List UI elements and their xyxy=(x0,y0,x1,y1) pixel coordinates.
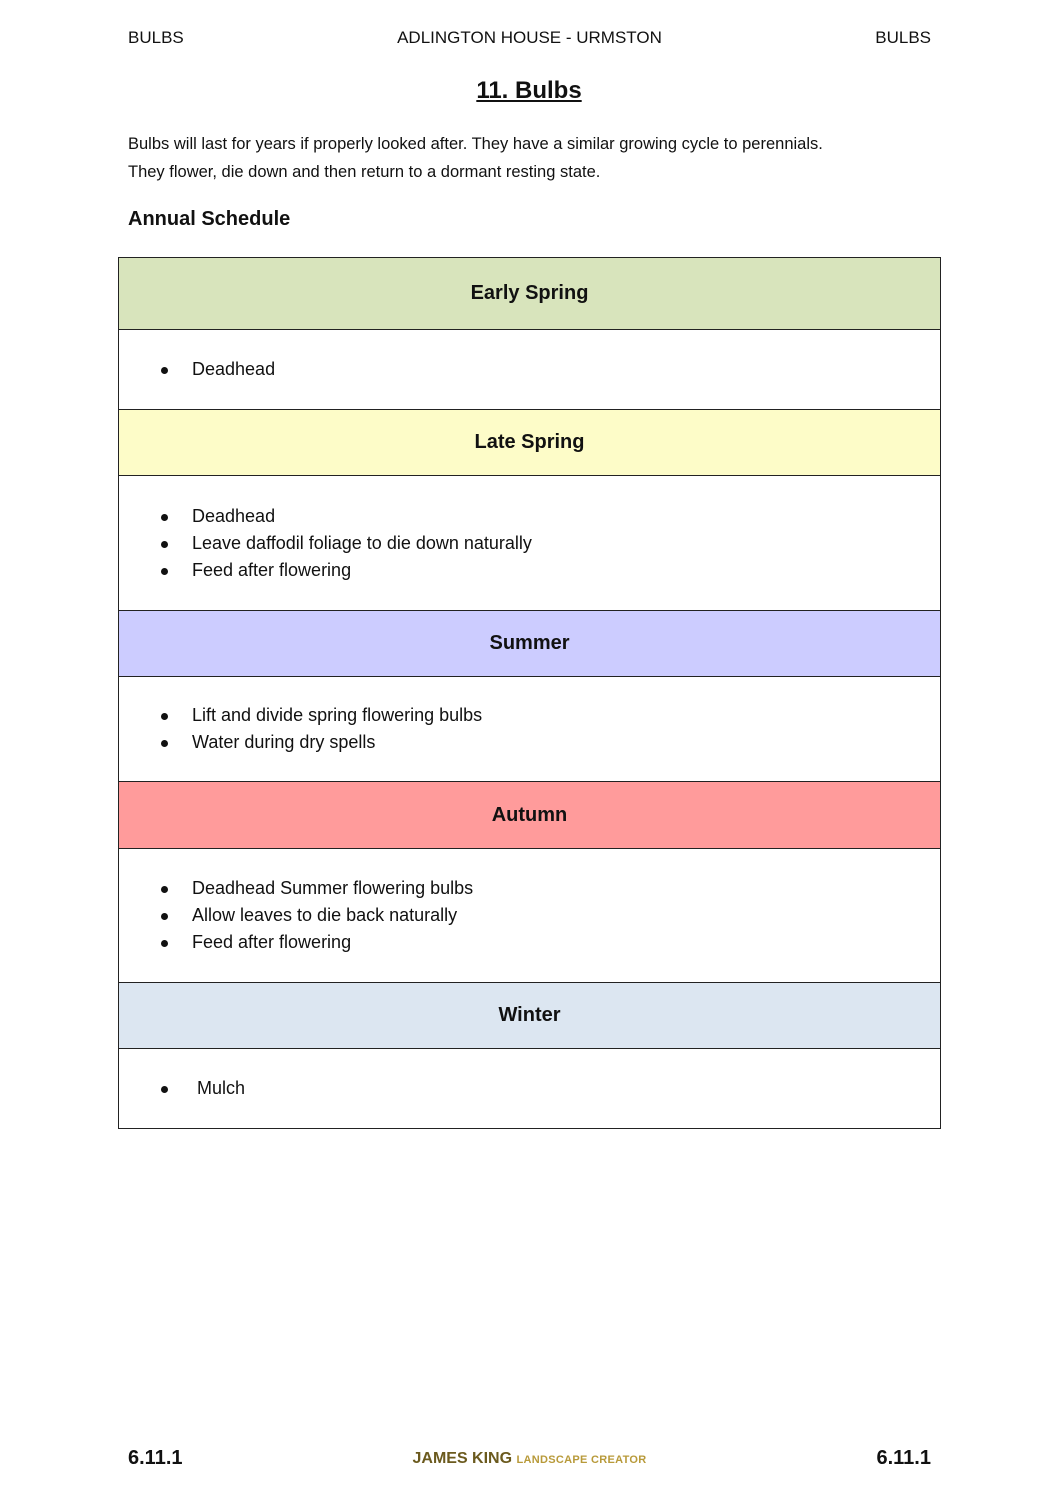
list-item: Feed after flowering xyxy=(192,929,473,956)
list-item: Water during dry spells xyxy=(192,729,482,756)
season-list xyxy=(119,1075,245,1102)
list-item: Deadhead Summer flowering bulbs xyxy=(192,875,473,902)
season-body-summer xyxy=(119,677,940,782)
schedule-table xyxy=(118,257,941,1129)
season-header-autumn: Autumn xyxy=(119,782,940,849)
intro-line-1: Bulbs will last for years if properly looked after. They have a similar growing cycle to perennials. xyxy=(128,135,823,153)
list-item: Mulch xyxy=(192,1075,245,1102)
footer-brand xyxy=(128,1447,931,1472)
page-header xyxy=(128,26,931,50)
season-body-late-spring xyxy=(119,476,940,611)
list-item: Lift and divide spring flowering bulbs xyxy=(192,702,482,729)
list-item: Deadhead xyxy=(192,356,275,383)
page-title: 11. Bulbs xyxy=(476,77,582,104)
list-item: Deadhead xyxy=(192,503,532,530)
list-item: Leave daffodil foliage to die down naturally xyxy=(192,530,532,557)
intro-paragraph xyxy=(128,130,928,186)
season-header-summer: Summer xyxy=(119,611,940,677)
section-heading: Annual Schedule xyxy=(128,208,291,230)
list-item: Feed after flowering xyxy=(192,557,532,584)
season-header-late-spring: Late Spring xyxy=(119,410,940,476)
season-header-winter: Winter xyxy=(119,983,940,1049)
season-list xyxy=(119,356,275,383)
intro-line-2: They flower, die down and then return to a dormant resting state. xyxy=(128,163,601,181)
season-list xyxy=(119,702,482,756)
header-right: BULBS xyxy=(875,28,931,47)
footer-page-number-right: 6.11.1 xyxy=(876,1447,931,1469)
header-center: ADLINGTON HOUSE - URMSTON xyxy=(397,28,662,47)
page-footer xyxy=(128,1444,931,1472)
season-body-early-spring xyxy=(119,330,940,410)
season-body-winter xyxy=(119,1049,940,1128)
season-list xyxy=(119,503,532,584)
season-header-early-spring: Early Spring xyxy=(119,258,940,330)
season-list xyxy=(119,875,473,956)
list-item: Allow leaves to die back naturally xyxy=(192,902,473,929)
brand-subtitle: LANDSCAPE CREATOR xyxy=(516,1454,647,1466)
footer-page-number-left: 6.11.1 xyxy=(128,1447,183,1469)
season-body-autumn xyxy=(119,849,940,983)
brand-name: JAMES KING xyxy=(412,1450,513,1467)
header-left: BULBS xyxy=(128,28,184,47)
